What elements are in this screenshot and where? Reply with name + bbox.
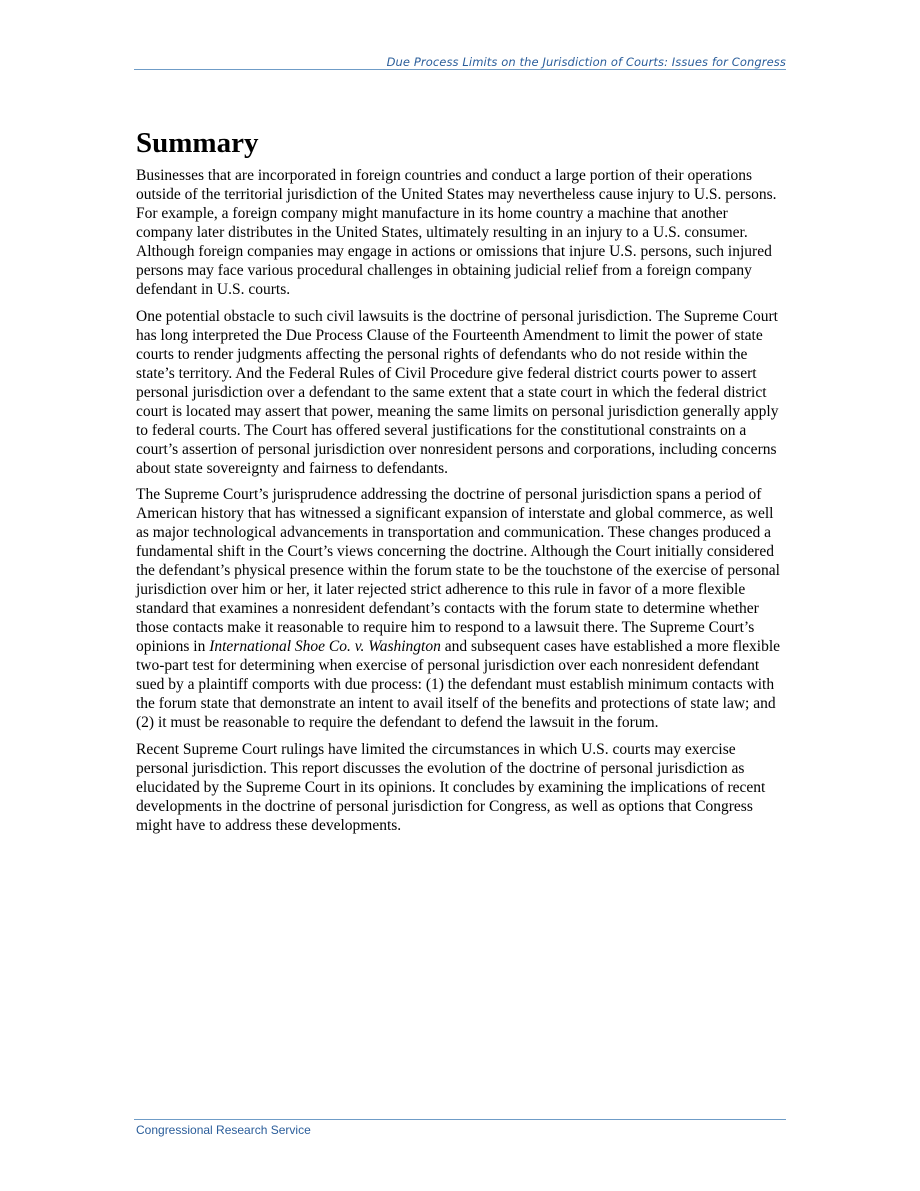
summary-paragraph-2: One potential obstacle to such civil lawsuits is the doctrine of personal jurisdiction. The Supreme Court has long interpreted the Due Process Clause of the Fourteenth Amendment to limit the power of state courts to render judgments affecting the personal rights of defendants who do not reside within the state’s territory. And the Federal Rules of Civil Procedure give federal district courts power to assert personal jurisdiction over a defendant to the same extent that a state court in which the federal district court is located may assert that power, meaning the same limits on personal jurisdiction generally apply to federal courts. The Court has offered several justifications for the constitutional constraints on a court’s assertion of personal jurisdiction over nonresident persons and corporations, including concerns about state sovereignty and fairness to defendants. [136,307,779,477]
summary-paragraph-1: Businesses that are incorporated in foreign countries and conduct a large portion of their operations outside of the territorial jurisdiction of the United States may nevertheless cause injury to U.S. persons. For example, a foreign company might manufacture in its home country a machine that another company later distributes in the United States, ultimately resulting in an injury to a U.S. consumer. Although foreign companies may engage in actions or omissions that injure U.S. persons, such injured persons may face various procedural challenges in obtaining judicial relief from a foreign company defendant in U.S. courts. [136,167,777,298]
paragraph-3-text-after: and subsequent cases have established a more flexible two-part test for determining when exercise of personal jurisdiction over each nonresident defendant sued by a plaintiff comports with due process: (1) the defendant must establish minimum contacts with the forum state that demonstrate an intent to avail itself of the benefits and protections of state law; and (2) it must be reasonable to require the defendant to defend the lawsuit in the forum. [136,638,781,731]
document-body [136,124,786,842]
running-header-title: Due Process Limits on the Jurisdiction of Courts: Issues for Congress [386,55,786,69]
summary-paragraph-4: Recent Supreme Court rulings have limited the circumstances in which U.S. courts may exercise personal jurisdiction. This report discusses the evolution of the doctrine of personal jurisdiction as elucidated by the Supreme Court in its opinions. It concludes by examining the implications of recent developments in the doctrine of personal jurisdiction for Congress, as well as options that Congress might have to address these developments. [136,740,766,834]
case-name-citation: International Shoe Co. v. Washington [209,638,441,655]
summary-paragraph-3 [136,485,786,732]
section-title: Summary [136,127,259,159]
paragraph-3-text-before: The Supreme Court’s jurisprudence addressing the doctrine of personal jurisdiction spans a period of American history that has witnessed a significant expansion of interstate and global commerce, as well as major technological advancements in transportation and communication. These changes produced a fundamental shift in the Court’s views concerning the doctrine. Although the Court initially considered the defendant’s physical presence within the forum state to be the touchstone of the exercise of personal jurisdiction over him or her, it later rejected strict adherence to this rule in favor of a more flexible standard that examines a nonresident defendant’s contacts with the forum state to determine whether those contacts make it reasonable to require him to respond to a lawsuit there. The Supreme Court’s opinions in [136,486,780,655]
footer-divider [134,1119,786,1120]
footer-publisher: Congressional Research Service [136,1123,311,1137]
header-divider [134,69,786,70]
